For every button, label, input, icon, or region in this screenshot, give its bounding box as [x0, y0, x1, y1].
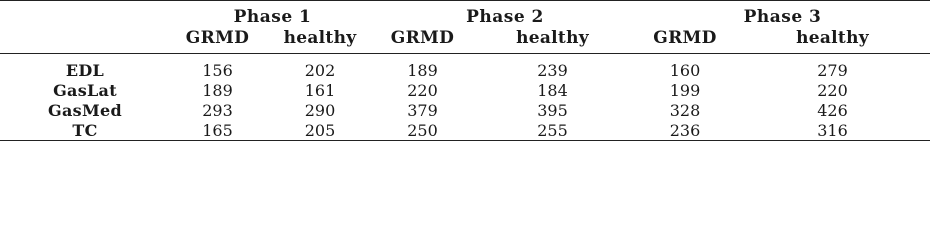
table-cell: 205: [304, 120, 336, 140]
phase-1-header: Phase 1: [233, 7, 312, 27]
table-cell: 293: [202, 100, 233, 120]
group-header-row: [0, 27, 930, 54]
table-row: [0, 54, 930, 81]
table-row: [0, 120, 930, 141]
table-cell: 255: [537, 120, 568, 140]
phase-header-row: [0, 1, 930, 28]
phase-1-grmd-header: GRMD: [185, 28, 250, 48]
row-label-tc: TC: [72, 120, 98, 140]
phase-3-grmd-header: GRMD: [653, 28, 717, 48]
phase-3-healthy-header: healthy: [796, 28, 869, 48]
table-cell: 395: [537, 100, 568, 120]
phase-3-header: Phase 3: [743, 7, 822, 27]
table-cell: 220: [407, 80, 438, 100]
table-cell: 250: [407, 120, 438, 140]
phase-2-grmd-header: GRMD: [390, 28, 455, 48]
phase-2-healthy-header: healthy: [516, 28, 589, 48]
table-row: [0, 80, 930, 100]
phase-1-healthy-header: healthy: [283, 28, 357, 48]
table-cell: 316: [817, 120, 848, 140]
table-cell: 236: [669, 120, 701, 140]
row-label-gasmed: GasMed: [48, 100, 122, 120]
table-cell: 202: [304, 60, 336, 80]
table-cell: 156: [202, 60, 233, 80]
table-cell: 189: [202, 80, 233, 100]
corner-cell: [0, 27, 170, 54]
table-cell: 199: [669, 80, 701, 100]
table-cell: 161: [304, 80, 336, 100]
corner-cell: [0, 1, 170, 28]
row-label-gaslat: GasLat: [53, 80, 117, 100]
table-cell: 189: [407, 60, 438, 80]
phase-2-header: Phase 2: [466, 7, 544, 27]
table-cell: 379: [407, 100, 438, 120]
table-row: [0, 100, 930, 120]
table-cell: 426: [817, 100, 848, 120]
table-cell: 328: [669, 100, 701, 120]
table-body: [0, 54, 930, 141]
table-cell: 184: [537, 80, 568, 100]
table-cell: 279: [817, 60, 848, 80]
table-cell: 220: [817, 80, 848, 100]
table-cell: 239: [537, 60, 568, 80]
table-cell: 160: [669, 60, 701, 80]
table-cell: 165: [202, 120, 233, 140]
row-label-edl: EDL: [65, 60, 105, 80]
table-cell: 290: [304, 100, 336, 120]
